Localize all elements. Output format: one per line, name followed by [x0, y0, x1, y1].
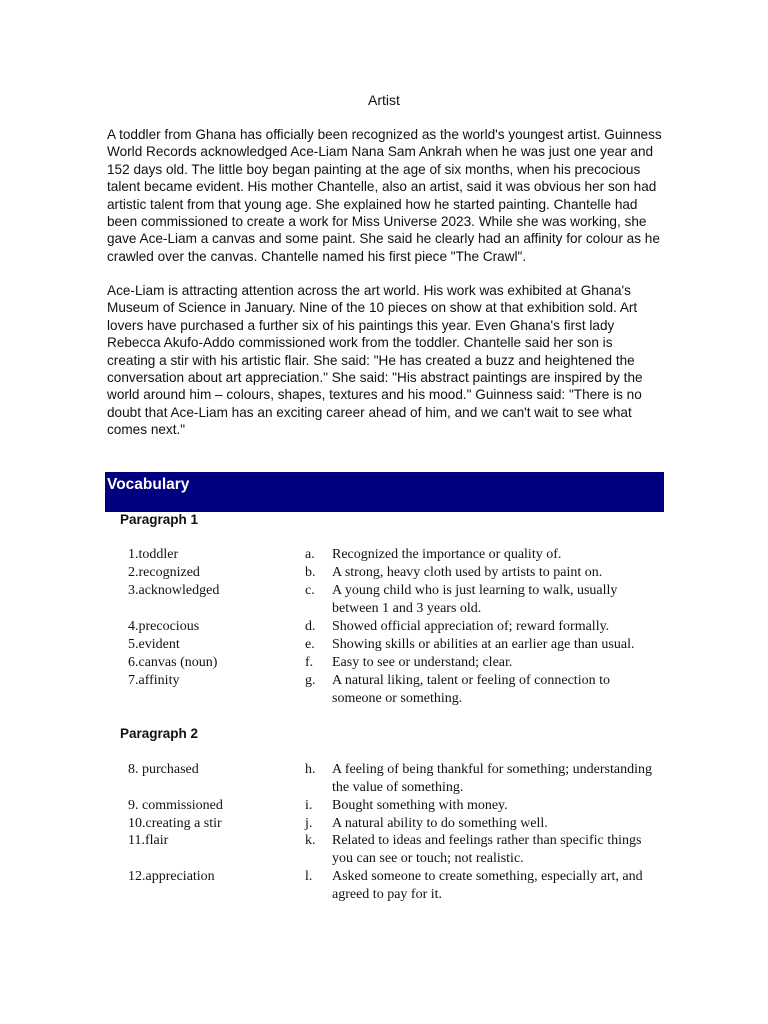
vocab-word: 3.acknowledged [128, 583, 220, 598]
vocab-definition: A feeling of being thankful for something; understanding the value of something. [332, 762, 652, 795]
vocab-definition: Recognized the importance or quality of. [332, 547, 562, 562]
definition-letter: d. [305, 619, 316, 634]
vocab-definition: Related to ideas and feelings rather than specific things you can see or touch; not realistic. [332, 833, 642, 866]
vocab-definition: Showing skills or abilities at an earlier age than usual. [332, 637, 635, 652]
section-heading-paragraph-2: Paragraph 2 [120, 726, 199, 741]
definition-letter: h. [305, 762, 316, 777]
vocab-word: 4.precocious [128, 619, 200, 634]
vocab-definition: A strong, heavy cloth used by artists to paint on. [332, 565, 603, 580]
vocab-word: 2.recognized [128, 565, 200, 580]
vocab-word: 10.creating a stir [128, 816, 222, 831]
vocab-definition: A young child who is just learning to walk, usually between 1 and 3 years old. [332, 583, 618, 616]
vocab-word: 6.canvas (noun) [128, 655, 218, 670]
vocabulary-heading: Vocabulary [107, 476, 190, 493]
vocab-definition: Easy to see or understand; clear. [332, 655, 513, 670]
vocab-word: 8. purchased [128, 762, 199, 777]
definition-letter: j. [305, 816, 313, 831]
vocab-definition: Bought something with money. [332, 798, 508, 813]
vocab-word: 12.appreciation [128, 869, 215, 884]
vocab-word: 5.evident [128, 637, 180, 652]
definition-letter: k. [305, 833, 316, 848]
definition-letter: l. [305, 869, 313, 884]
definition-letter: b. [305, 565, 316, 580]
definition-letter: e. [305, 637, 315, 652]
section-heading-paragraph-1: Paragraph 1 [120, 512, 199, 527]
definition-letter: c. [305, 583, 315, 598]
definition-letter: g. [305, 673, 316, 688]
definition-letter: a. [305, 547, 315, 562]
vocab-definition: Asked someone to create something, especially art, and agreed to pay for it. [332, 869, 643, 902]
vocabulary-heading-bar [105, 472, 664, 512]
definition-letter: i. [305, 798, 313, 813]
document-title: Artist [368, 92, 400, 108]
paragraph-2: Ace-Liam is attracting attention across the art world. His work was exhibited at Ghana's Museum of Science in January. Nine of the 10 pieces on show at that exhibition sold. Art lovers have purchased a further six of his paintings this year. Even Ghana's first lady Rebecca Akufo-Addo commissioned work from the toddler. Chantelle said her son is creating a stir with his artistic flair. She said: "He has created a buzz and heightened the conversation about art appreciation." She said: "His abstract paintings are inspired by the world around him – colours, shapes, textures and his mood." Guinness said: "There is no doubt that Ace-Liam has an exciting career ahead of him, and we can't wait to see what comes next." [107, 283, 643, 438]
paragraph-1: A toddler from Ghana has officially been recognized as the world's youngest artist. Guinness World Records acknowledged Ace-Liam Nana Sam Ankrah when he was just one year and 152 days old. The little boy began painting at the age of six months, when his precocious talent became evident. His mother Chantelle, also an artist, said it was obvious her son had artistic talent from that young age. She explained how he started painting. Chantelle had been commissioned to create a work for Miss Universe 2023. While she was working, she gave Ace-Liam a canvas and some paint. She said he clearly had an affinity for colour as he crawled over the canvas. Chantelle named his first piece "The Crawl". [107, 127, 662, 264]
vocab-word: 7.affinity [128, 673, 180, 688]
vocab-definition: Showed official appreciation of; reward formally. [332, 619, 610, 634]
vocab-word: 11.flair [128, 833, 169, 848]
vocab-definition: A natural ability to do something well. [332, 816, 548, 831]
vocab-definition: A natural liking, talent or feeling of connection to someone or something. [332, 673, 610, 706]
definition-letter: f. [305, 655, 314, 670]
vocab-word: 9. commissioned [128, 798, 223, 813]
vocab-word: 1.toddler [128, 547, 179, 562]
